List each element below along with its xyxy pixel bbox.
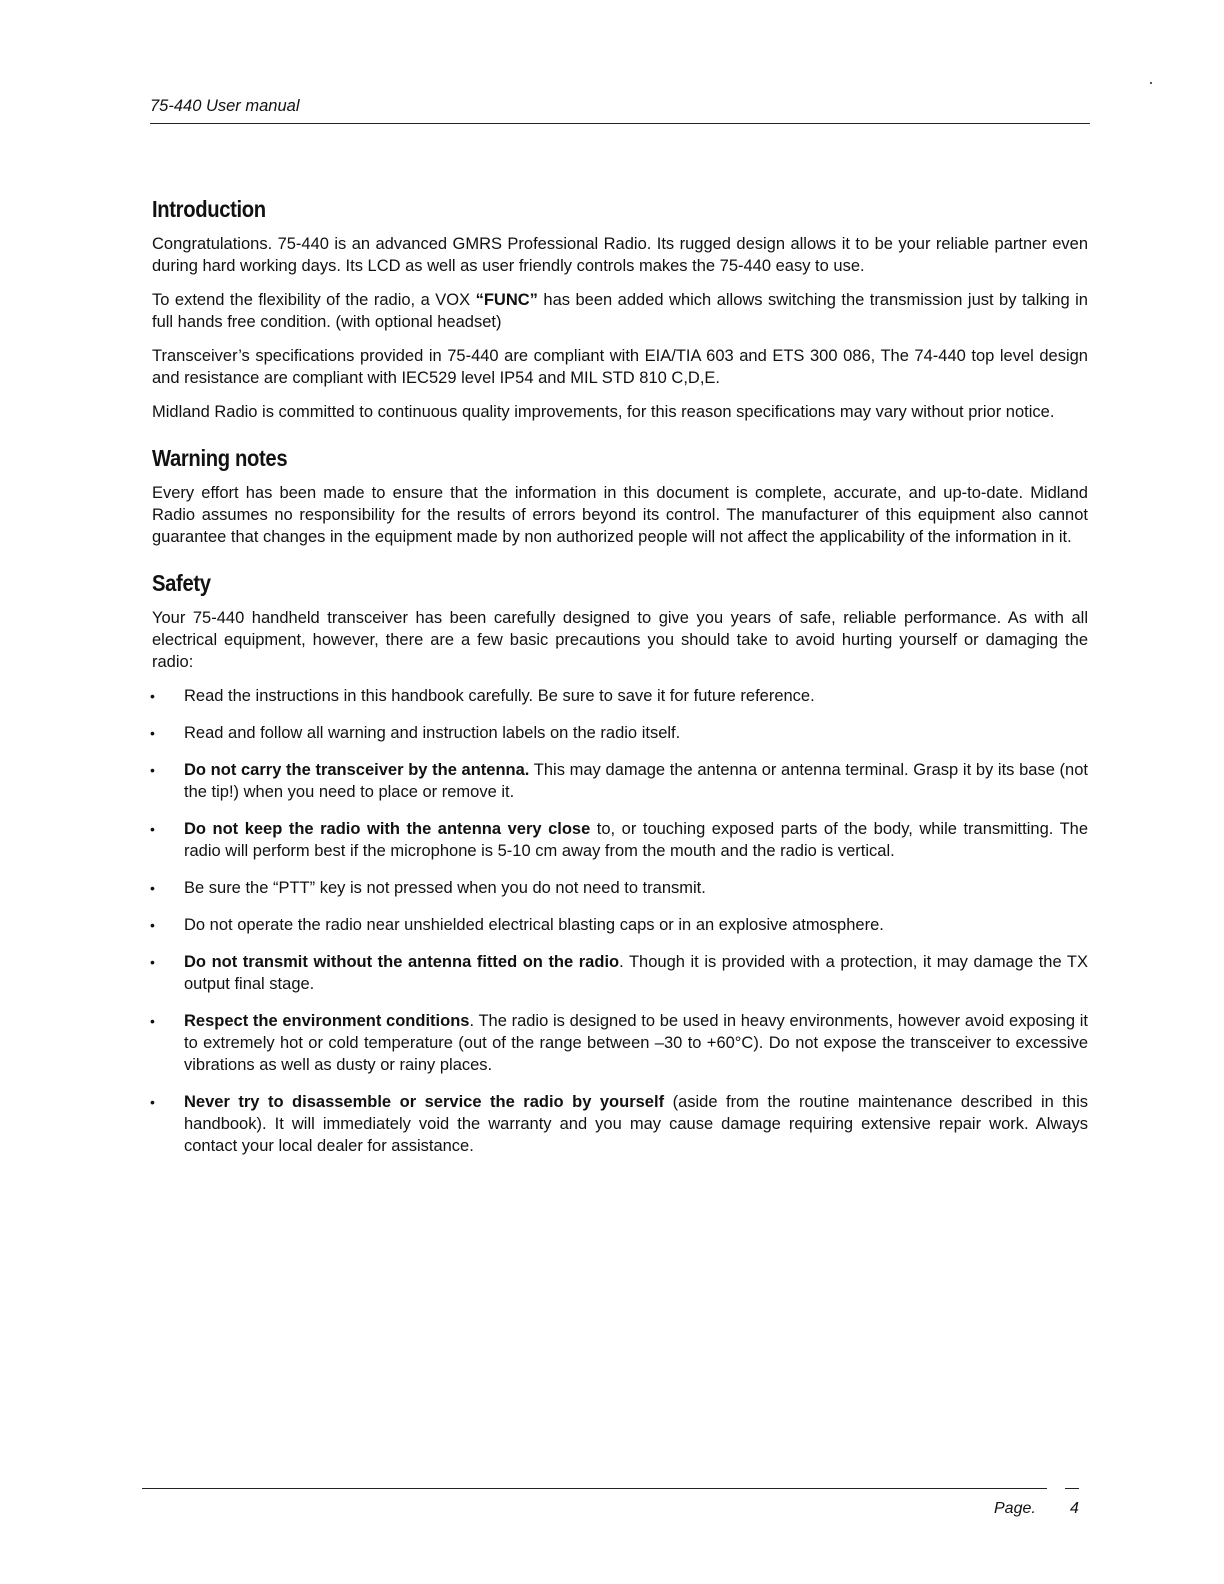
intro-p2-text-end: has been added which allows switching the transmission just by talking in full hands free condition. (with optional headset) — [152, 291, 1088, 331]
safety-item-text: Be sure the “PTT” key is not pressed when you do not need to transmit. — [184, 879, 706, 897]
bullet-icon: • — [150, 821, 155, 837]
footer-rule — [142, 1488, 1047, 1489]
heading-warning-notes: Warning notes — [152, 445, 288, 471]
bullet-icon: • — [150, 917, 155, 933]
bullet-icon: • — [150, 688, 155, 704]
safety-intro: Your 75-440 handheld transceiver has been carefully designed to give you years of safe, reliable performance. As with all electrical equipment, however, there are a few basic precautions you should take to avoid hurting yourself or damaging the radio: — [152, 609, 1088, 671]
intro-paragraph-2 — [152, 289, 1088, 333]
bullet-icon: • — [150, 880, 155, 896]
intro-paragraph-1: Congratulations. 75-440 is an advanced GMRS Professional Radio. Its rugged design allows it to be your reliable partner even during hard working days. Its LCD as well as user friendly controls makes the 75-440 easy to use. — [152, 235, 1088, 275]
safety-item-text: This may damage the antenna or antenna terminal. Grasp it by its base (not the tip!) when you need to place or remove it. — [184, 761, 1088, 801]
safety-item-bold: Do not carry the transceiver by the antenna. — [184, 761, 530, 779]
corner-mark — [1150, 82, 1152, 84]
safety-item-text: . Though it is provided with a protection, it may damage the TX output final stage. — [184, 953, 1088, 993]
safety-item-text: to, or touching exposed parts of the body, while transmitting. The radio will perform best if the microphone is 5-10 cm away from the mouth and the radio is vertical. — [184, 820, 1088, 860]
safety-list-item — [152, 722, 1088, 744]
page-content — [152, 196, 1088, 1179]
safety-list-item — [152, 877, 1088, 899]
safety-list-item — [152, 818, 1088, 862]
safety-item-text: . The radio is designed to be used in heavy environments, however avoid exposing it to extremely hot or cold temperature (out of the range between –30 to +60°C). Do not expose the transceiver to excessive vibrations as well as dusty or rainy places. — [184, 1012, 1088, 1074]
bullet-icon: • — [150, 954, 155, 970]
safety-item-text: Read the instructions in this handbook carefully. Be sure to save it for future reference. — [184, 687, 815, 705]
warning-paragraph: Every effort has been made to ensure that the information in this document is complete, accurate, and up-to-date. Midland Radio assumes no responsibility for the results of errors beyond its control. The manufacturer of this equipment also cannot guarantee that changes in the equipment made by non authorized people will not affect the applicability of the information in it. — [152, 484, 1088, 546]
safety-item-text: Read and follow all warning and instruction labels on the radio itself. — [184, 724, 681, 742]
footer-tick — [1065, 1488, 1079, 1489]
page-label: Page. — [994, 1500, 1036, 1517]
safety-list-item — [152, 1010, 1088, 1076]
manual-title: 75-440 User manual — [150, 97, 300, 115]
safety-list-item — [152, 914, 1088, 936]
bullet-icon: • — [150, 725, 155, 741]
intro-p2-text: To extend the flexibility of the radio, a VOX — [152, 291, 476, 309]
bullet-icon: • — [150, 1013, 155, 1029]
safety-item-bold: Never try to disassemble or service the radio by yourself — [184, 1093, 665, 1111]
safety-list-item — [152, 685, 1088, 707]
intro-p2-bold: “FUNC” — [475, 291, 538, 309]
bullet-icon: • — [150, 1094, 155, 1110]
section-warning-notes — [152, 445, 1088, 548]
safety-list-item — [152, 1091, 1088, 1157]
safety-list — [152, 685, 1088, 1157]
bullet-icon: • — [150, 762, 155, 778]
heading-safety: Safety — [152, 570, 211, 596]
intro-paragraph-4: Midland Radio is committed to continuous quality improvements, for this reason specifications may vary without prior notice. — [152, 403, 1055, 421]
safety-list-item — [152, 951, 1088, 995]
safety-list-item — [152, 759, 1088, 803]
section-safety — [152, 570, 1088, 1157]
safety-item-bold: Do not transmit without the antenna fitted on the radio — [184, 953, 620, 971]
page-number-block — [994, 1500, 1079, 1518]
page-header — [150, 95, 1090, 124]
safety-item-bold: Do not keep the radio with the antenna very close — [184, 820, 591, 838]
heading-introduction: Introduction — [152, 196, 266, 222]
safety-item-bold: Respect the environment conditions — [184, 1012, 470, 1030]
section-introduction — [152, 196, 1088, 423]
intro-paragraph-3: Transceiver’s specifications provided in 75-440 are compliant with EIA/TIA 603 and ETS 300 086, The 74-440 top level design and resistance are compliant with IEC529 level IP54 and MIL STD 810 C,D,E. — [152, 347, 1088, 387]
page-number: 4 — [1070, 1500, 1079, 1517]
safety-item-text: Do not operate the radio near unshielded electrical blasting caps or in an explosive atmosphere. — [184, 916, 884, 934]
safety-item-text: (aside from the routine maintenance described in this handbook). It will immediately void the warranty and you may cause damage requiring extensive repair work. Always contact your local dealer for assistance. — [184, 1093, 1088, 1155]
